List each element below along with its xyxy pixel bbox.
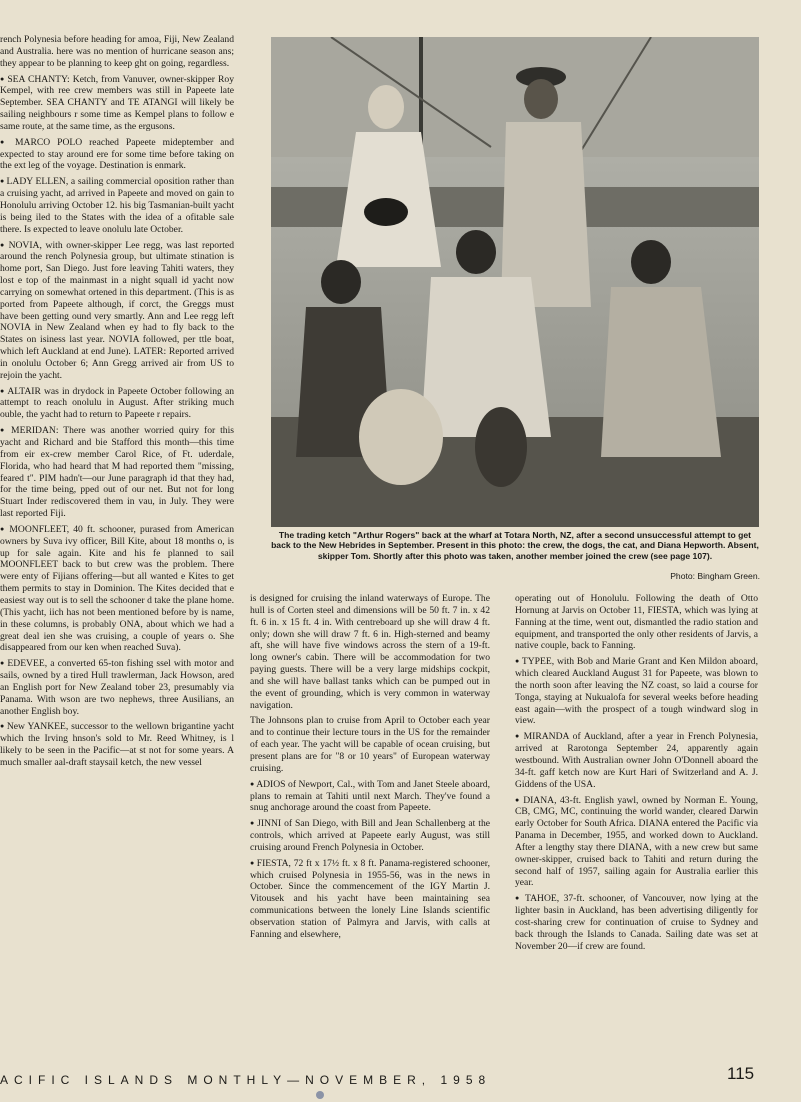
paragraph-marco-polo: ● MARCO POLO reached Papeete mideptember and expected to stay around ere for some time before taking on the ext leg of the voyage. Destination is enmark. [0, 137, 234, 173]
page-number: 115 [727, 1064, 755, 1083]
paragraph: rench Polynesia before heading for amoa, Fiji, New Zealand and Australia. here was no mention of hurricane season ans; they appear to be planning to keep ght on going, regardless. [0, 34, 234, 69]
paragraph-altair: ● ALTAIR was in drydock in Papeete October following an attempt to reach onolulu in August. After striking much ouble, the yacht had to return to Papeete r repairs. [0, 386, 234, 422]
text-column-left [0, 34, 234, 773]
paragraph-diana: ● DIANA, 43-ft. English yawl, owned by Norman E. Young, CB, CMG, MC, continuing the world wander, cleared Darwin early October for South Africa. DIANA entered the Pacific via Panama in December, 1955, and worked down to Auckland. After a lengthy stay there DIANA, with a new crew but same owner-skipper, cruised back to Tahiti and return during the second half of 1957, sailing again for Australia earlier this year. [515, 795, 758, 890]
text-column-right [515, 593, 758, 956]
paragraph-fiesta: ● FIESTA, 72 ft x 17½ ft. x 8 ft. Panama-registered schooner, which cruised Polynesia in 1955-56, was in the news in October. Since the commencement of the IGY Martin J. Vitousek and his yacht have been maintaining sea communications between the lonely Line Islands scientific observation station of Palmyra and Jarvis, with calls at Fanning and elsewhere, [250, 858, 490, 941]
paragraph-novia: ● NOVIA, with owner-skipper Lee regg, was last reported around the rench Polynesia group, but ultimate stination is home port, San Diego. Just fore leaving Tahiti waters, they lost e top of the mainmast in a night squall id yacht now carrying on somewhat ortened in this department. (This is as ported from Papeete although, if corct, the Greggs must have been getting ound very smartly. Ann and Lee regg left NOVIA in New Zealand when ey had to fly back to the States on isiness last year. NOVIA followed, per ttle boat, which left Auckland at end June). LATER: Reported arrived in onolulu October 6; Ann Gregg arrived air from US to rejoin the yacht. [0, 240, 234, 382]
paragraph-adios: ● ADIOS of Newport, Cal., with Tom and Janet Steele aboard, plans to remain at Tahiti until next March. They've found a snug anchorage around the coast from Papeete. [250, 779, 490, 815]
paragraph-johnsons: The Johnsons plan to cruise from April to October each year and to continue their lecture tours in the US for the remainder of each year. The yacht will be capable of ocean cruising, but present plans are for "8 or 10 years" of European waterway cruising. [250, 715, 490, 774]
crew-photo-image [271, 37, 759, 527]
paragraph-typee: ● TYPEE, with Bob and Marie Grant and Ken Mildon aboard, which cleared Auckland August 31 for Papeete, was blown to the north soon after leaving the NZ coast, so laid a course for Tonga, staying at Nukualofa for several weeks before heading east again—with the prospect of a tough windward slog in view. [515, 656, 758, 727]
paragraph-meridan: ● MERIDAN: There was another worried quiry for this yacht and Richard and bie Stafford this month—this time from eir ex-crew member Carol Rice, of Ft. uderdale, Florida, who had heard that M had reported them "missing, feared t". PIM hadn't—our June paragraph id that they had, for the time being, pped out of our net. But not for long Stuart Inder rediscovered them in vau, in July. They were last reported Fiji. [0, 425, 234, 520]
paragraph-new-yankee: ● New YANKEE, successor to the wellown brigantine yacht which the Irving hnson's sold to Mr. Reed Whitney, is l likely to be seen in the Pacific—at st not for some years. A much smaller aal-draft staysail ketch, the new vessel [0, 721, 234, 768]
paragraph-sea-chanty: ● SEA CHANTY: Ketch, from Vanuver, owner-skipper Roy Kempel, with ree crew members was still in Papeete late September. SEA CHANTY and TE ATANGI will likely be sailing neighbours r some time as Kempel plans to follow e same route, at the same time, as the ergusons. [0, 74, 234, 133]
paragraph-new-yankee-cont: is designed for cruising the inland waterways of Europe. The hull is of Corten steel and dimensions will be 50 ft. 7 in. x 42 ft. 6 in. x 15 ft. 4 in. With centreboard up she will draw 4 ft. only; down she will draw 7 ft. 6 in. High-sterned and beamy aft, she will have five windows across the stern of a 19-ft. long owner's cabin. There will be accommodation for two paying guests. There will be a very large midships cockpit, and she will have ballast tanks which can be pumped out in the event of grounding, which is very common in waterway navigation. [250, 593, 490, 711]
running-footer: ACIFIC ISLANDS MONTHLY—NOVEMBER, 1958 [0, 1073, 492, 1087]
photo-credit: Photo: Bingham Green. [670, 571, 760, 581]
paragraph-lady-ellen: ● LADY ELLEN, a sailing commercial oposition rather than a cruising yacht, ad arrived in Papeete and moved on gain to Honolulu arriving October 12. his big Tasmanian-built yacht is being iled to the States with the idea of a ofitable sale there. Is expected to leave onolulu late October. [0, 176, 234, 235]
paragraph-edevee: ● EDEVEE, a converted 65-ton fishing ssel with motor and sails, owned by a tired Hull trawlerman, Jack Howson, ared an English port for New Zealand tober 23, presumably via Panama. With wson are two nephews, three Ausilians, an another English boy. [0, 658, 234, 717]
paragraph-moonfleet: ● MOONFLEET, 40 ft. schooner, purased from American owners by Suva ivy officer, Bill Kite, about 18 months o, is up for sale again. Kite and his fe planned to sail MOONFLEET back to but crew was the problem. There were enty of Fijians offering—but all wanted e Kites to get them permits to stay in Dominion. The Kites decided that e easiest way out is to sell the schooner d take the plane home. (This yacht, iich has not been mentioned before by is name, in these columns, is probably ONA, about which we had a great deal ien she was cruising, a couple of years o. She disappeared from our ken when reached Suva). [0, 524, 234, 654]
binding-dot-icon [316, 1091, 324, 1099]
photo-caption: The trading ketch "Arthur Rogers" back at the wharf at Totara North, NZ, after a second unsuccessful attempt to get back to the New Hebrides in September. Present in this photo: the crew, the dogs, the cat, and Diana Hepworth. Absent, skipper Tom. Shortly after this photo was taken, another member joined the crew (see page 107). [271, 530, 759, 561]
paragraph-fiesta-cont: operating out of Honolulu. Following the death of Otto Hornung at Jarvis on October 11, FIESTA, which was lying at Fanning at the time, went out, dismantled the radio station and equipment, and transported the only other residents of Jarvis, a native couple, back to Fanning. [515, 593, 758, 652]
paragraph-jinni: ● JINNI of San Diego, with Bill and Jean Schallenberg at the controls, which arrived at Papeete early August, was still cruising around French Polynesia in October. [250, 818, 490, 854]
text-column-middle [250, 593, 490, 945]
paragraph-miranda: ● MIRANDA of Auckland, after a year in French Polynesia, arrived at Rarotonga September 24, apparently again westbound. With Australian owner John O'Donnell aboard the 34-ft. gaff ketch now are Kurt Hari of Switzerland and A. J. Giddens of the USA. [515, 731, 758, 790]
paragraph-tahoe: ● TAHOE, 37-ft. schooner, of Vancouver, now lying at the lighter basin in Auckland, has been advertising diligently for cost-sharing crew for continuation of cruise to Sydney and back through the Islands to Canada. Sailing date was set at November 20—if crew are found. [515, 893, 758, 952]
crew-photo [271, 37, 759, 527]
